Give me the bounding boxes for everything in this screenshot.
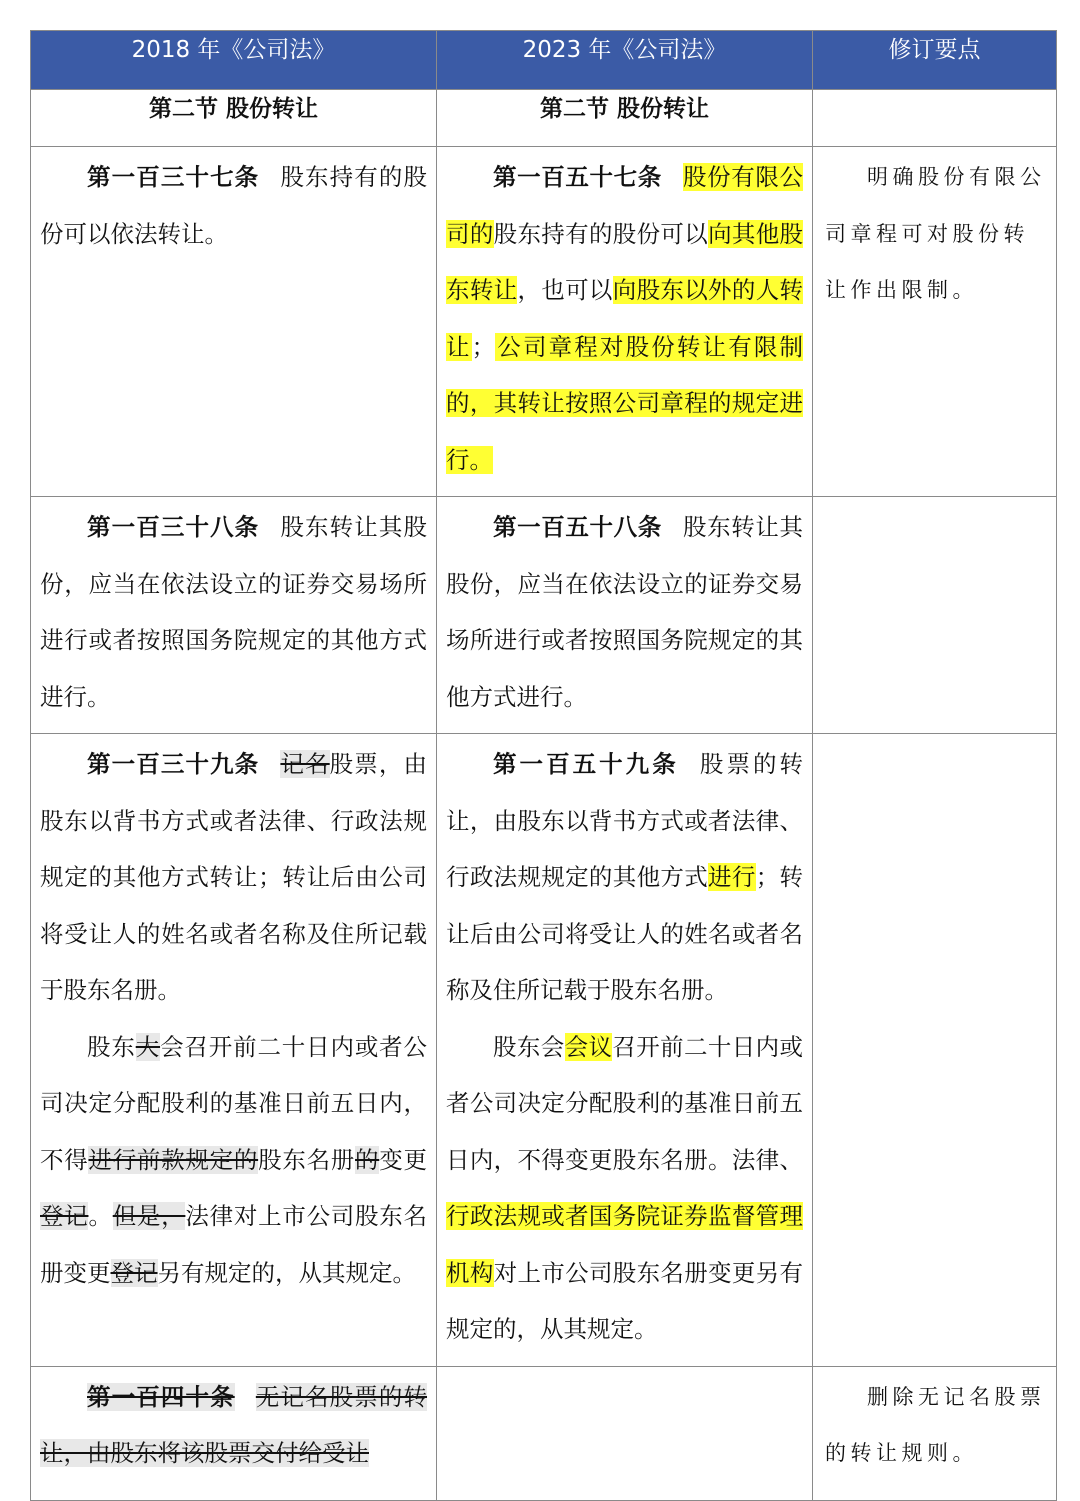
new-article-text [437,1367,812,1377]
article-paragraph [40,149,427,262]
new-article-cell [437,497,813,734]
text-segment: 股东名册 [258,1145,356,1174]
text-segment: 另有规定的，从其规定。 [157,1258,416,1287]
header-2018-law: 2018 年《公司法》 [31,31,437,90]
article-number: 第一百五十九条 [493,750,679,778]
highlighted-text: 向股东以外的人转让 [446,276,804,361]
text-segment: 变更 [379,1145,428,1174]
header-row [31,31,1057,90]
text-segment: ； [471,332,496,361]
article-paragraph [40,499,427,725]
article-paragraph [446,1019,803,1358]
article-number: 第一百三十八条 [87,513,260,541]
revision-note-text: 删除无记名股票的转让规则。 [825,1384,1046,1465]
text-segment: 股东持有的股份可以 [493,219,709,248]
highlighted-text: 向其他股东转让 [446,219,804,304]
header-revision-points: 修订要点 [813,31,1057,90]
header-2023-law: 2023 年《公司法》 [437,31,813,90]
text-segment: 股东 [87,1032,136,1061]
deleted-text: 的 [355,1145,380,1174]
article-paragraph [446,499,803,725]
new-article-cell [437,1366,813,1500]
deleted-text: 登记 [40,1202,89,1230]
table-row [31,497,1057,734]
new-article-cell [437,147,813,497]
deleted-text: 大 [135,1032,161,1061]
article-number: 第一百三十七条 [87,163,260,191]
highlighted-text: 行政法规或者国务院证券监督管理机构 [446,1202,803,1287]
section-note-empty [813,90,1057,147]
revision-note-cell [813,147,1057,497]
revision-note [813,1367,1056,1490]
revision-note [813,734,1056,744]
old-article-text [31,1367,436,1500]
text-segment: 股票的转让，由股东以背书方式或者法律、行政法规规定的其他方式 [446,750,804,891]
new-article-cell [437,734,813,1367]
new-article-text [437,497,812,733]
article-paragraph [446,149,803,488]
table-row [31,734,1057,1367]
deleted-text: 无记名股票的转让，由股东将该股票交付给受让 [40,1382,428,1467]
section-title-new: 第二节 股份转让 [437,90,813,147]
table-row [31,147,1057,497]
new-article-text [437,147,812,496]
article-paragraph [40,736,427,1019]
deleted-text: 登记 [110,1258,158,1287]
revision-note-cell [813,1366,1057,1500]
highlighted-text: 进行 [708,863,756,891]
text-segment: 股东转让其股份，应当在依法设立的证券交易场所进行或者按照国务院规定的其他方式进行。 [40,513,428,711]
old-article-text [31,734,436,1309]
article-number: 第一百三十九条 [87,750,260,778]
revision-note [813,497,1056,507]
text-segment: 股东持有的股份可以依法转让。 [40,163,428,248]
revision-note-cell [813,734,1057,1367]
revision-note [813,147,1056,327]
old-article-text [31,147,436,270]
text-segment: 法律对上市公司股东名册变更 [40,1202,428,1287]
deleted-text: 但是， [112,1202,186,1230]
section-row [31,90,1057,147]
revision-note-text: 明确股份有限公司章程可对股份转让作出限制。 [825,165,1046,302]
text-segment: 会召开前二十日内或者公司决定分配股利的基准日前五日内，不得 [40,1032,428,1174]
highlighted-text: 公司章程对股份转让有限制的，其转让按照公司章程的规定进行。 [446,332,804,474]
old-article-cell [31,734,437,1367]
table-row [31,1366,1057,1500]
new-article-text [437,734,812,1366]
text-segment: 。 [88,1202,113,1230]
article-paragraph [40,1369,427,1482]
text-segment: ；转让后由公司将受让人的姓名或者名称及住所记载于股东名册。 [446,863,804,1004]
text-segment: 股票，由股东以背书方式或者法律、行政法规规定的其他方式转让；转让后由公司将受让人的姓名或者名称及住所记载于股东名册。 [40,750,428,1004]
text-segment: 股东会 [493,1032,565,1061]
article-number: 第一百五十七条 [493,163,662,191]
highlighted-text: 会议 [564,1032,613,1061]
text-segment: 股东转让其股份，应当在依法设立的证券交易场所进行或者按照国务院规定的其他方式进行。 [446,513,804,711]
old-article-text [31,497,436,733]
comparison-table [30,30,1057,1501]
deleted-text: 记名 [280,750,330,778]
article-paragraph [446,736,803,1019]
article-number: 第一百五十八条 [493,513,662,541]
old-article-cell [31,1366,437,1500]
article-number: 第一百四十条 [87,1382,235,1411]
revision-note-cell [813,497,1057,734]
text-segment: ，也可以 [517,276,613,304]
old-article-cell [31,497,437,734]
deleted-text: 进行前款规定的 [88,1145,259,1174]
text-segment: 对上市公司股东名册变更另有规定的，从其规定。 [446,1258,804,1343]
article-paragraph [40,1019,427,1302]
old-article-cell [31,147,437,497]
text-segment: 召开前二十日内或者公司决定分配股利的基准日前五日内，不得变更股东名册。法律、 [446,1032,803,1174]
section-title-old: 第二节 股份转让 [31,90,437,147]
highlighted-text: 股份有限公司的 [446,163,804,248]
